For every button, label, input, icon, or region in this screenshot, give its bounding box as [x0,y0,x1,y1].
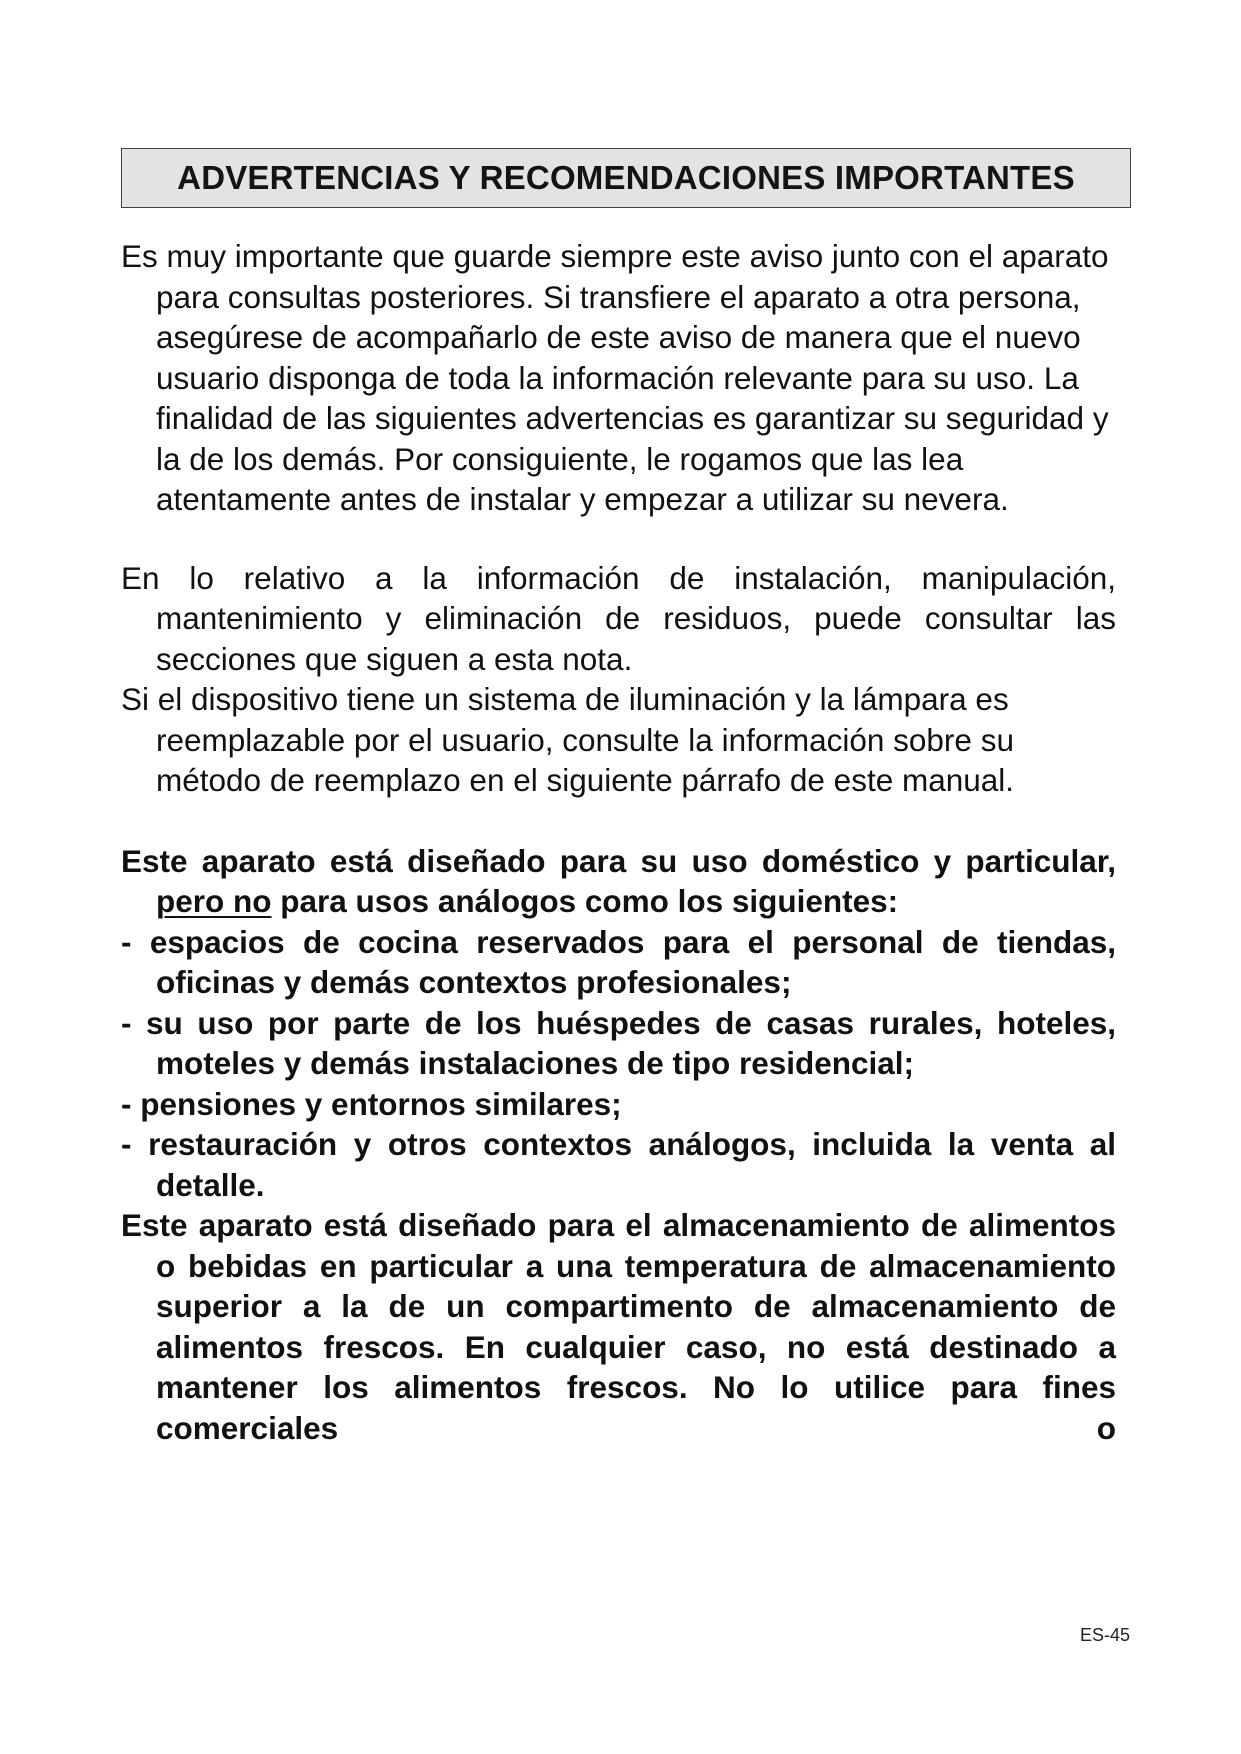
usage-intro-text: Este aparato está diseñado para su uso doméstico y particular, [121,842,1116,879]
usage-list-item: - restauración y otros contextos análogos, incluida la venta al detalle. [121,1126,1116,1203]
info-paragraph: En lo relativo a la información de instalación, manipulación, mantenimiento y eliminación de residuos, puede consultar las secciones que siguen a esta nota. [121,559,1116,677]
page-number: ES-45 [1080,1625,1131,1645]
usage-intro-text: para usos análogos como los siguientes: [280,883,899,919]
usage-list-item: - su uso por parte de los huéspedes de casas rurales, hoteles, moteles y demás instalaciones de tipo residencial; [121,1004,1116,1081]
section-title: ADVERTENCIAS Y RECOMENDACIONES IMPORTANTES [177,159,1075,196]
storage-paragraph: Este aparato está diseñado para el almacenamiento de alimentos o bebidas en particular a una temperatura de almacenamiento superior a la de un compartimento de almacenamiento de alimentos frescos. En cualquier caso, no está destinado a mantener los alimentos frescos. No lo utilice para fines comerciales o [121,1207,1116,1446]
page-content [121,236,1116,1448]
usage-intro-emphasis: pero no [156,883,272,919]
paragraph-spacer [121,801,1116,841]
intro-paragraph: Es muy importante que guarde siempre este aviso junto con el aparato para consultas posteriores. Si transfiere el aparato a otra persona, asegúrese de acompañarlo de este aviso de manera que el nuevo usuario disponga de toda la información relevante para su uso. La finalidad de las siguientes advertencias es garantizar su seguridad y la de los demás. Por consiguiente, le rogamos que las lea atentamente antes de instalar y empezar a utilizar su nevera. [121,238,1109,517]
paragraph-spacer [121,520,1116,558]
usage-list-item: - espacios de cocina reservados para el personal de tiendas, oficinas y demás contextos profesionales; [121,923,1116,1000]
usage-list-item: - pensiones y entornos similares; [121,1085,622,1122]
usage-intro-paragraph [121,841,1116,922]
lighting-paragraph: Si el dispositivo tiene un sistema de iluminación y la lámpara es reemplazable por el usuario, consulte la información sobre su método de reemplazo en el siguiente párrafo de este manual. [121,681,1015,798]
section-title-box [121,148,1131,208]
